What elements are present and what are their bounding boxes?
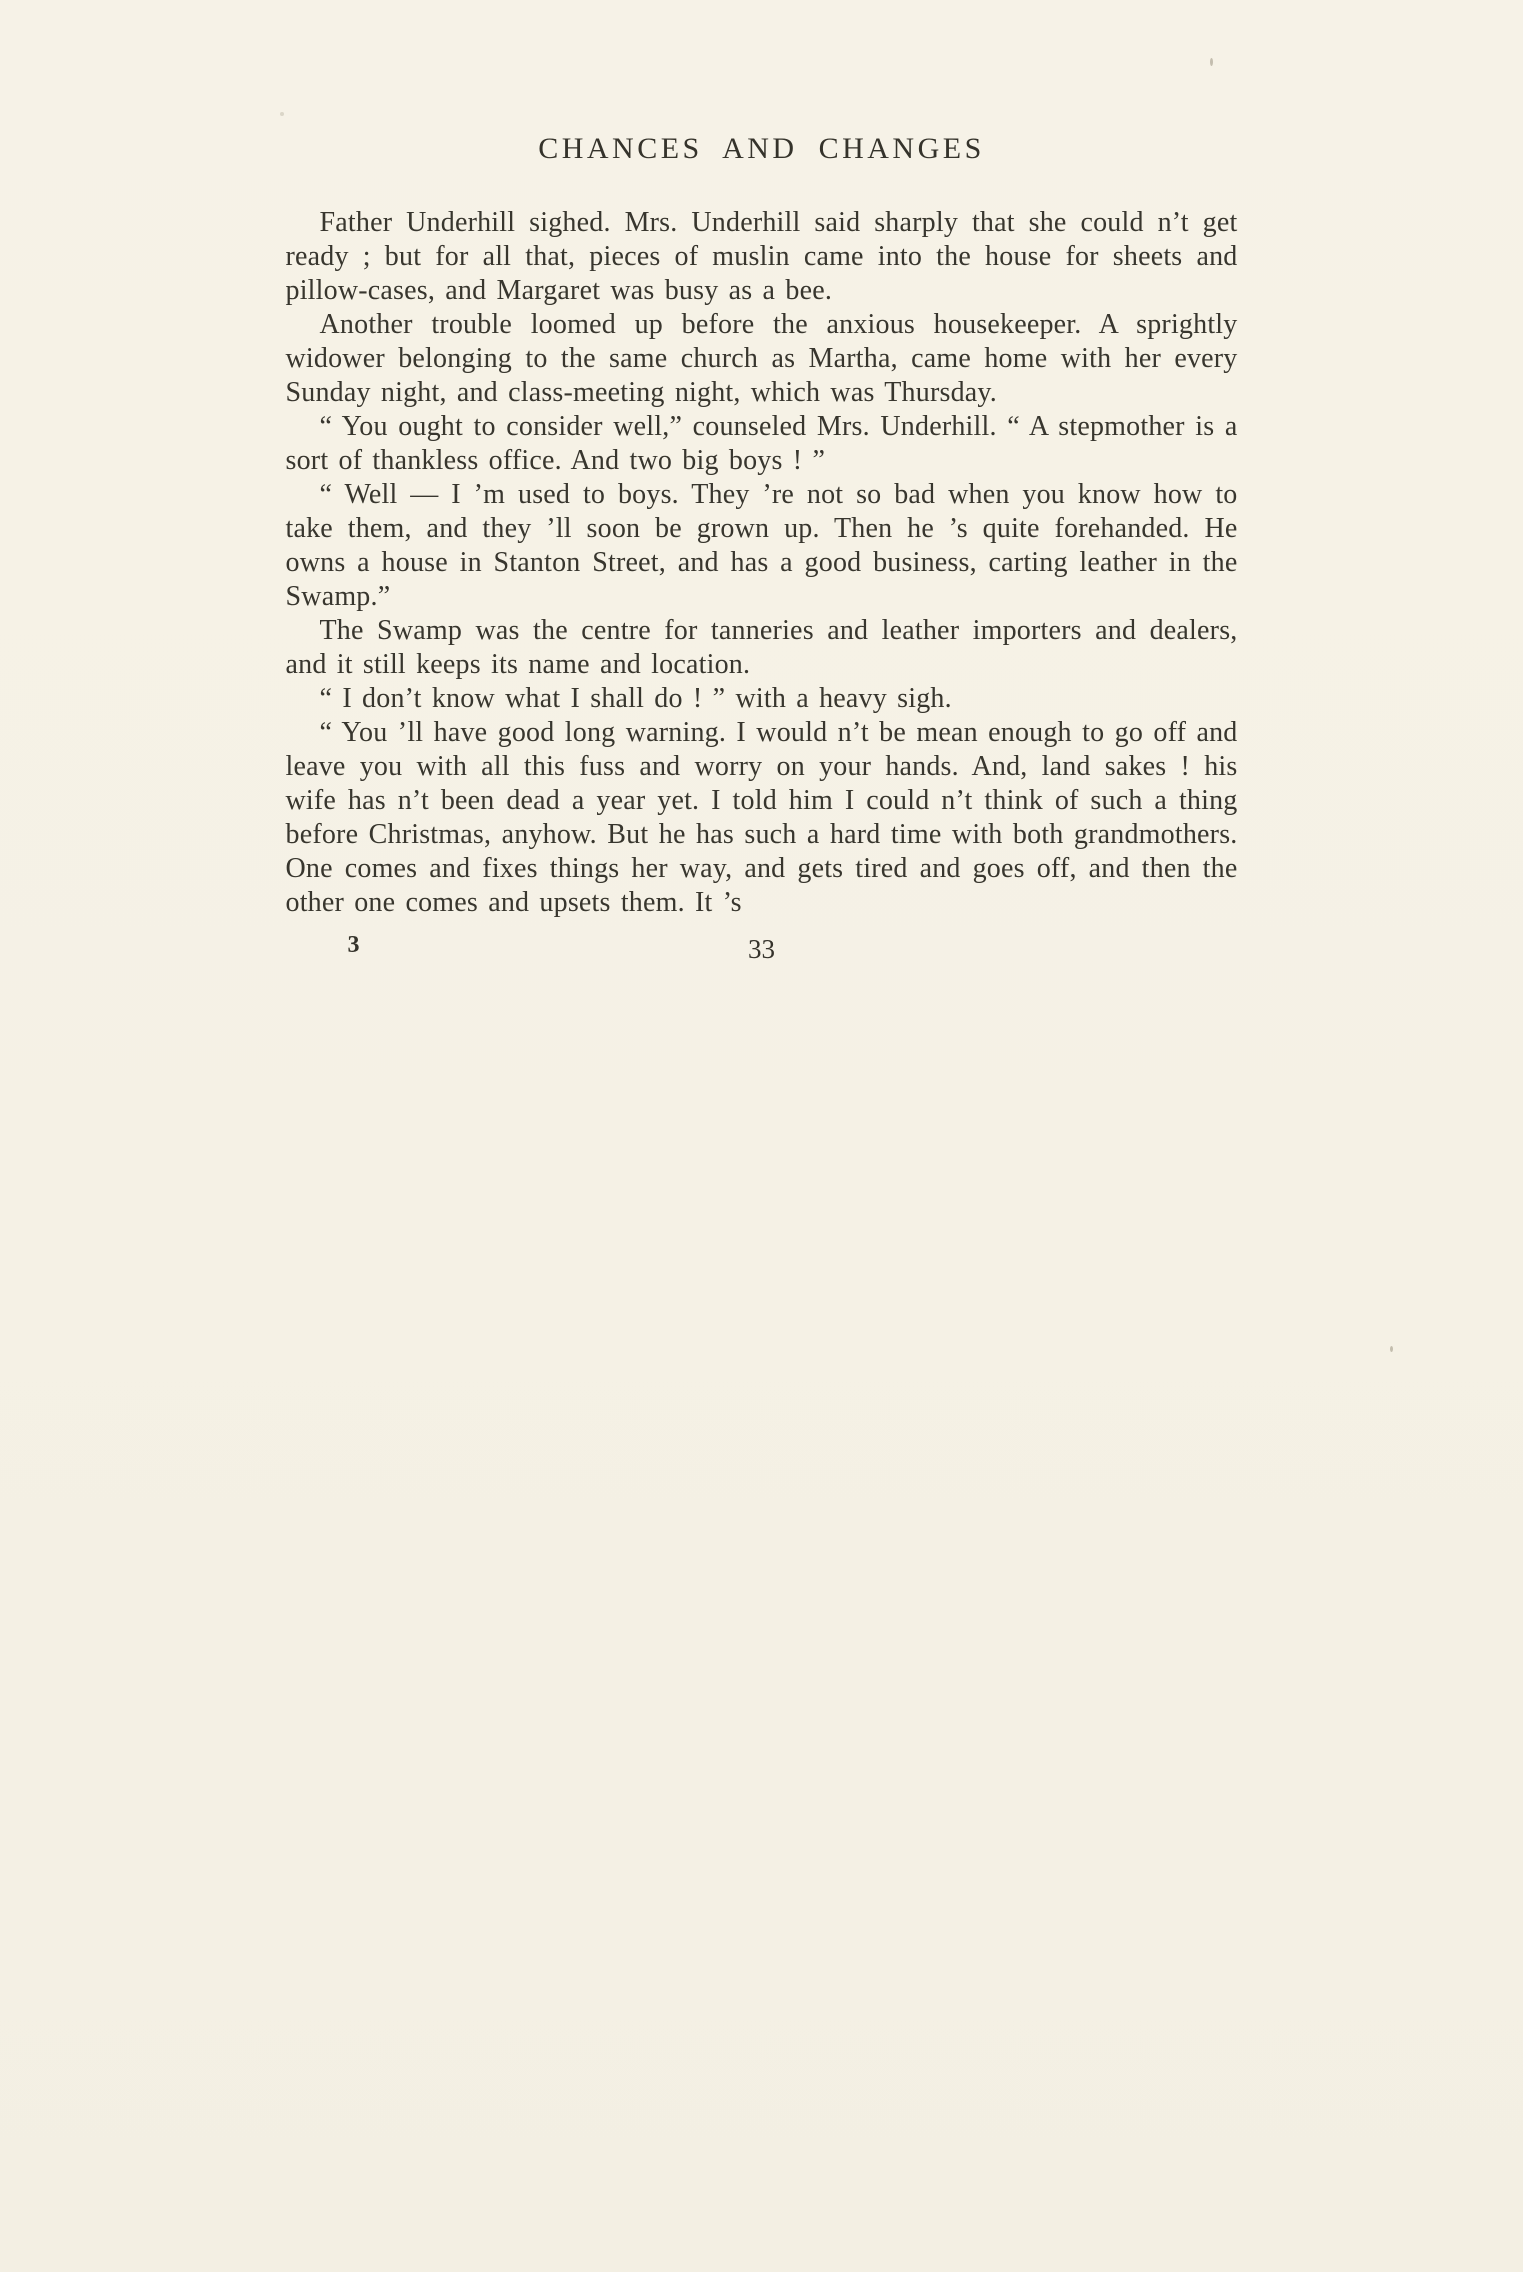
paragraph-5: The Swamp was the centre for tanneries and leather importers and dealers, and it still keeps its name and location. <box>285 615 1238 680</box>
scan-speck <box>280 112 284 116</box>
scan-speck <box>1390 1346 1393 1352</box>
page-number: 33 <box>748 934 775 964</box>
paragraph-1: Father Underhill sighed. Mrs. Underhill said sharply that she could n’t get ready ; but for all that, pieces of muslin came into the house for sheets and pillow-cases, and Margaret was busy as a bee. <box>285 207 1238 306</box>
page-footer <box>286 930 1238 974</box>
chapter-running-header: CHANCES AND CHANGES <box>538 132 985 165</box>
signature-number: 3 <box>347 932 360 958</box>
paragraph-7: “ You ’ll have good long warning. I would n’t be mean enough to go off and leave you with all this fuss and worry on your hands. And, land sakes ! his wife has n’t been dead a year yet. I told him I could n’t think of such a thing before Christmas, anyhow. But he has such a hard time with both grandmothers. One comes and fixes things her way, and gets tired and goes off, and then the other one comes and upsets them. It ’s <box>285 717 1238 918</box>
text-block <box>286 0 1238 974</box>
paragraph-3: “ You ought to consider well,” counseled Mrs. Underhill. “ A stepmother is a sort of thankless office. And two big boys ! ” <box>285 411 1238 476</box>
paragraph-2: Another trouble loomed up before the anxious housekeeper. A sprightly widower belonging to the same church as Martha, came home with her every Sunday night, and class-meeting night, which was Thursday. <box>285 309 1238 408</box>
scan-speck <box>1210 58 1213 66</box>
paragraph-4: “ Well — I ’m used to boys. They ’re not so bad when you know how to take them, and they ’ll soon be grown up. Then he ’s quite forehanded. He owns a house in Stanton Street, and has a good business, carting leather in the Swamp.” <box>285 479 1238 612</box>
paragraph-6: “ I don’t know what I shall do ! ” with a heavy sigh. <box>319 683 952 714</box>
